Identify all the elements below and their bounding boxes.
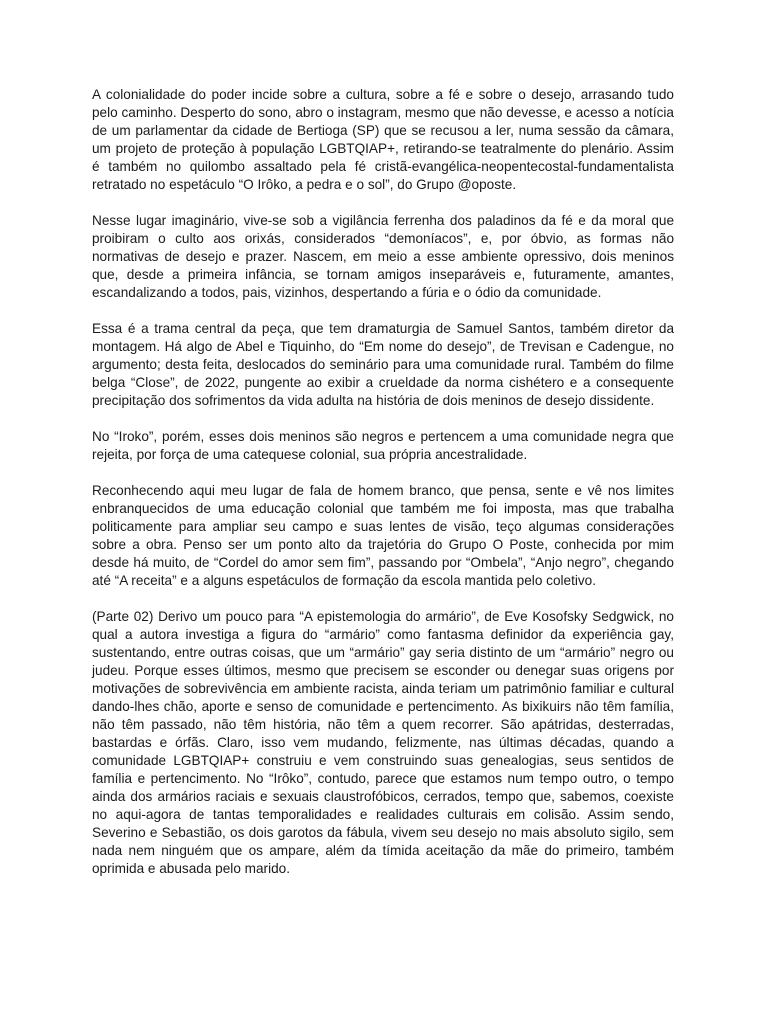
paragraph-lugar-de-fala: Reconhecendo aqui meu lugar de fala de homem branco, que pensa, sente e vê nos limites enbranquecidos de uma educação colonial que também me foi imposta, mas que trabalha politicamente para ampliar seu campo e suas lentes de visão, teço algumas considerações sobre a obra. Penso ser um ponto alto da trajetória do Grupo O Poste, conhecida por mim desde há muito, de “Cordel do amor sem fim”, passando por “Ombela”, “Anjo negro”, chegando até “A receita” e a alguns espetáculos de formação da escola mantida pelo coletivo. [92,483,674,588]
paragraph-parte-02: (Parte 02) Derivo um pouco para “A epistemologia do armário”, de Eve Kosofsky Sedgwick, no qual a autora investiga a figura do “armário” como fantasma definidor da experiência gay, sustentando, entre outras coisas, que um “armário” gay seria distinto de um “armário” negro ou judeu. Porque esses últimos, mesmo que precisem se esconder ou denegar suas origens por motivações de sobrevivência em ambiente racista, ainda teriam um patrimônio familiar e cultural dando-lhes chão, aporte e senso de comunidade e pertencimento. As bixikuirs não têm família, não têm passado, não têm história, não têm a quem recorrer. São apátridas, desterradas, bastardas e órfãs. Claro, isso vem mudando, felizmente, nas últimas décadas, quando a comunidade LGBTQIAP+ construiu e vem construindo suas genealogias, seus sentidos de família e pertencimento. No “Irôko”, contudo, parece que estamos num tempo outro, o tempo ainda dos armários raciais e sexuais claustrofóbicos, cerrados, tempo que, sabemos, coexiste no aqui-agora de tantas temporalidades e realidades culturais em colisão. Assim sendo, Severino e Sebastião, os dois garotos da fábula, vivem seu desejo no mais absoluto sigilo, sem nada nem ninguém que os ampare, além da tímida aceitação da mãe do primeiro, também oprimida e abusada pelo marido. [92,609,674,876]
paragraph-iroko-meninos: No “Iroko”, porém, esses dois meninos são negros e pertencem a uma comunidade negra que rejeita, por força de uma catequese colonial, sua própria ancestralidade. [92,429,674,462]
paragraph-colonialidade: A colonialidade do poder incide sobre a cultura, sobre a fé e sobre o desejo, arrasando tudo pelo caminho. Desperto do sono, abro o instagram, mesmo que não devesse, e acesso a notícia de um parlamentar da cidade de Bertioga (SP) que se recusou a ler, numa sessão da câmara, um projeto de proteção à população LGBTQIAP+, retirando-se teatralmente do plenário. Assim é também no quilombo assaltado pela fé cristã-evangélica-neopentecostal-fundamentalista retratado no espetáculo “O Irôko, a pedra e o sol”, do Grupo @oposte. [92,87,674,192]
document-page [92,86,674,878]
paragraph-lugar-imaginario: Nesse lugar imaginário, vive-se sob a vigilância ferrenha dos paladinos da fé e da moral que proibiram o culto aos orixás, considerados “demoníacos”, e, por óbvio, as formas não normativas de desejo e prazer. Nascem, em meio a esse ambiente opressivo, dois meninos que, desde a primeira infância, se tornam amigos inseparáveis e, futuramente, amantes, escandalizando a todos, pais, vizinhos, despertando a fúria e o ódio da comunidade. [92,213,674,300]
paragraph-trama-central: Essa é a trama central da peça, que tem dramaturgia de Samuel Santos, também diretor da montagem. Há algo de Abel e Tiquinho, do “Em nome do desejo”, de Trevisan e Cadengue, no argumento; desta feita, deslocados do seminário para uma comunidade rural. Também do filme belga “Close”, de 2022, pungente ao exibir a crueldade da norma cishétero e a consequente precipitação dos sofrimentos da vida adulta na história de dois meninos de desejo dissidente. [92,321,674,408]
